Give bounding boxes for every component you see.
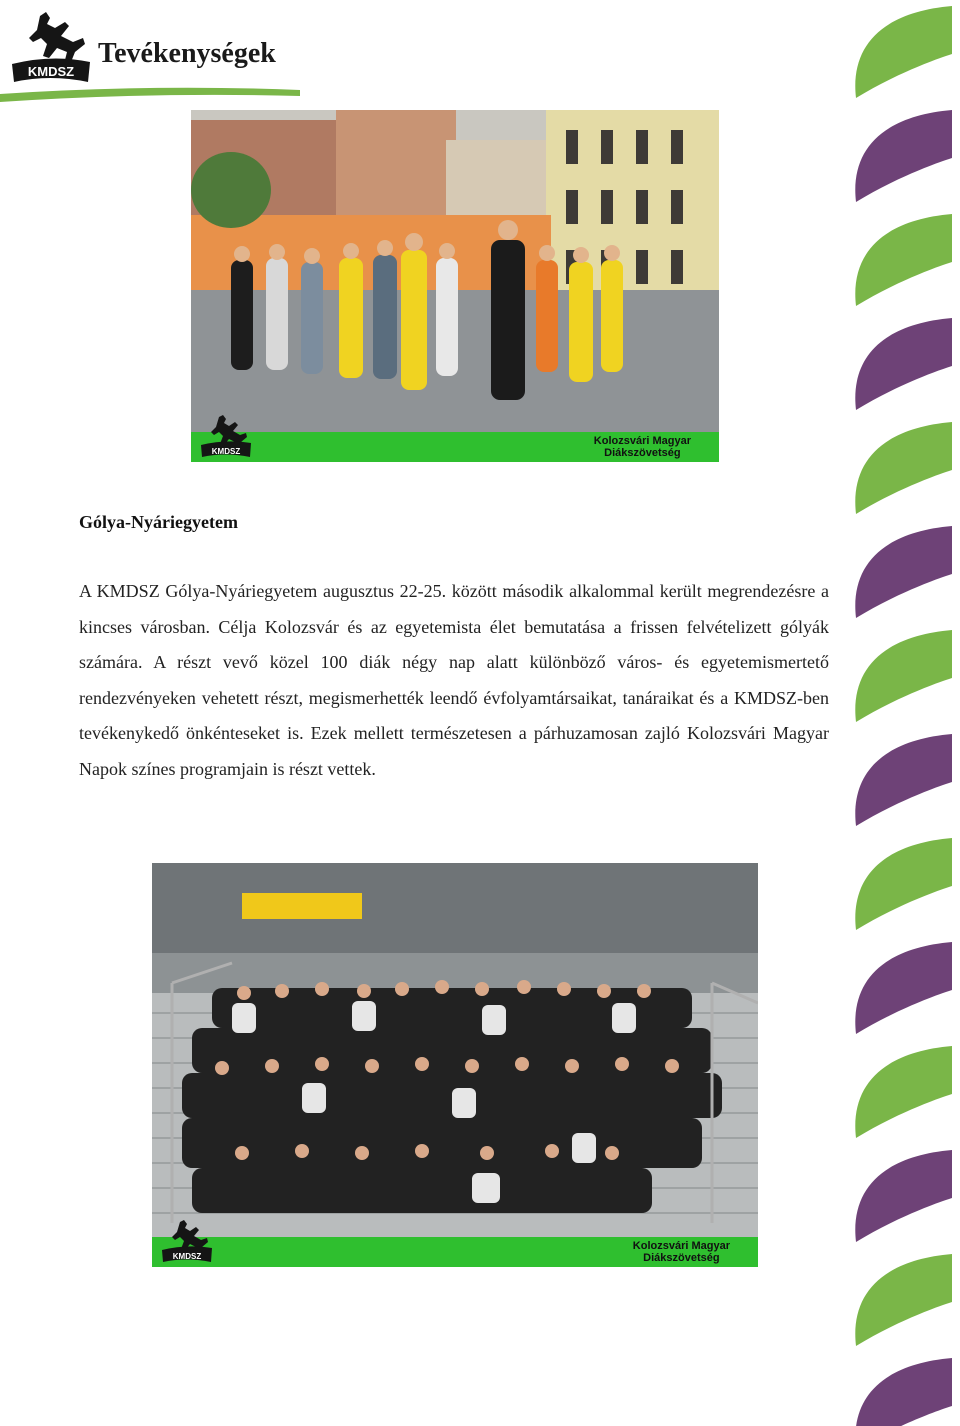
kmdsz-rider-logo — [10, 8, 94, 92]
leaf-shape — [855, 942, 952, 1034]
photo-banner — [191, 432, 719, 462]
stairs-group-photo — [152, 863, 758, 1267]
leaf-shape — [855, 110, 952, 202]
banner-caption-line1: Kolozsvári Magyar — [593, 435, 691, 447]
banner-logo-text: KMDSZ — [172, 1252, 202, 1261]
section-title: Gólya-Nyáriegyetem — [79, 512, 238, 532]
banner-caption-line2: Diákszövetség — [643, 1252, 720, 1264]
side-leaf-decoration — [842, 0, 960, 1426]
leaf-shape — [855, 1254, 952, 1346]
kmdsz-rider-logo — [201, 415, 251, 459]
banner-caption — [633, 1240, 730, 1264]
photo-scene — [191, 110, 719, 462]
header-logo-text: KMDSZ — [27, 64, 75, 79]
banner-caption-line1: Kolozsvári Magyar — [632, 1240, 730, 1252]
page-title: Tevékenységek — [98, 38, 276, 69]
banner-logo-text: KMDSZ — [211, 447, 241, 456]
banner-caption — [594, 435, 691, 459]
photo-banner — [152, 1237, 758, 1267]
page-header — [0, 0, 320, 110]
leaf-shape — [855, 318, 952, 410]
leaf-shape — [855, 214, 952, 306]
photo-scene — [152, 863, 758, 1267]
leaf-shape — [855, 1046, 952, 1138]
leaf-shape — [855, 838, 952, 930]
leaf-shape — [855, 734, 952, 826]
leaf-shape — [855, 1358, 952, 1426]
banner-caption-line2: Diákszövetség — [604, 447, 681, 459]
leaf-shape — [855, 6, 952, 98]
leaf-shape — [855, 526, 952, 618]
kmdsz-rider-logo — [162, 1220, 212, 1264]
section-paragraph: A KMDSZ Gólya-Nyáriegyetem augusztus 22-25. között második alkalommal került megrendezésre a kincses városban. Célja Kolozsvár és az egyetemista élet bemutatása a frissen felvételizett gólyák számára. A részt vevő közel 100 diák négy nap alatt különböző város- és egyetemismertető rendezvényeken vehetett részt, megismerhették leendő évfolyamtársaikat, tanáraikat és a KMDSZ-ben tevékenykedő önkénteseket is. Ezek mellett természetesen a párhuzamosan zajló Kolozsvári Magyar Napok színes programjain is részt vettek. — [79, 581, 829, 779]
leaf-shape — [855, 422, 952, 514]
courtyard-group-photo — [191, 110, 719, 462]
leaf-shape — [855, 1150, 952, 1242]
leaf-shape — [855, 630, 952, 722]
